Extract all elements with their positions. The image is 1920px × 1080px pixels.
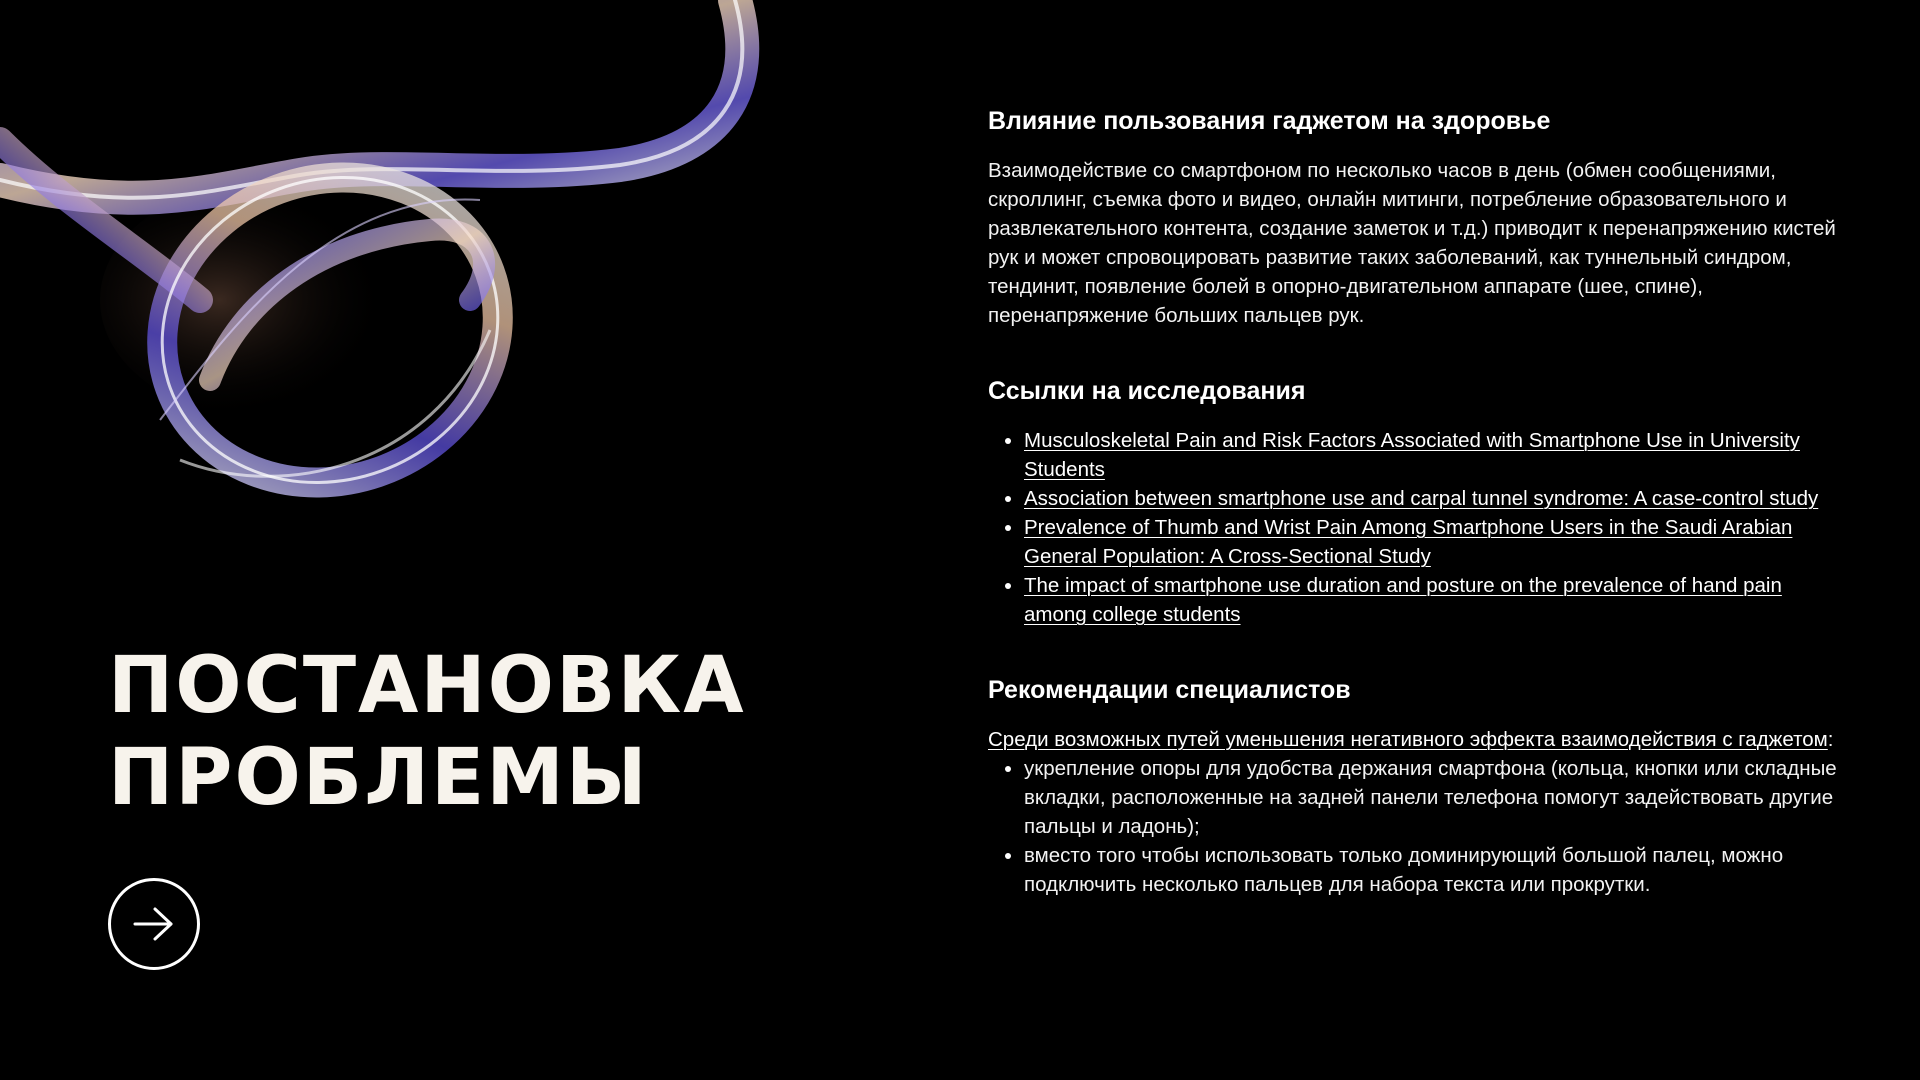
recommendations-intro-suffix: : xyxy=(1827,728,1834,751)
research-link-4[interactable]: The impact of smartphone use duration and posture on the prevalence of hand pain among college students xyxy=(1024,574,1782,626)
page-title-line-2: ПРОБЛЕМЫ xyxy=(108,733,649,823)
next-button[interactable] xyxy=(108,878,200,970)
list-item xyxy=(1024,426,1838,484)
health-body: Взаимодействие со смартфоном по несколько часов в день (обмен сообщениями, скроллинг, съемка фото и видео, онлайн митинги, потребление образовательного и развлекательного контента, создание заметок и т.д.) приводит к перенапряжению кистей рук и может спровоцировать развитие таких заболеваний, как туннельный синдром, тендинит, появление болей в опорно-двигательном аппарате (шее, спине), перенапряжение больших пальцев рук. xyxy=(988,159,1836,327)
page-title-line-1: ПОСТАНОВКА xyxy=(108,641,746,731)
recommendations-section xyxy=(988,673,1838,899)
list-item: • укрепление опоры для удобства держания смартфона (кольца, кнопки или складные вкладки, расположенные на задней панели телефона помогут задействовать другие пальцы и ладонь); xyxy=(1024,754,1838,841)
recommendations-heading: Рекомендации специалистов xyxy=(988,676,1351,704)
research-heading: Ссылки на исследования xyxy=(988,377,1306,405)
list-item xyxy=(1024,484,1838,513)
research-link-1[interactable]: Musculoskeletal Pain and Risk Factors Associated with Smartphone Use in University Students xyxy=(1024,429,1800,481)
arrow-right-icon xyxy=(131,904,177,944)
research-section xyxy=(988,374,1838,629)
recommendations-list xyxy=(988,754,1838,899)
research-link-2[interactable]: Association between smartphone use and carpal tunnel syndrome: A case-control study xyxy=(1024,487,1819,510)
recommendations-intro-link[interactable]: Среди возможных путей уменьшения негативного эффекта взаимодействия с гаджетом xyxy=(988,728,1828,751)
research-links-list xyxy=(988,426,1838,629)
page-title xyxy=(108,640,746,824)
list-item xyxy=(1024,513,1838,571)
recommendations-intro xyxy=(988,725,1838,754)
health-heading: Влияние пользования гаджетом на здоровье xyxy=(988,107,1551,135)
research-link-3[interactable]: Prevalence of Thumb and Wrist Pain Among Smartphone Users in the Saudi Arabian General Population: A Cross-Sectional Study xyxy=(1024,516,1793,568)
content-panel xyxy=(988,104,1838,943)
list-item: • вместо того чтобы использовать только доминирующий большой палец, можно подключить несколько пальцев для набора текста или прокрутки. xyxy=(1024,841,1838,899)
iridescent-ribbon-image xyxy=(0,0,780,520)
health-section xyxy=(988,104,1838,330)
list-item xyxy=(1024,571,1838,629)
